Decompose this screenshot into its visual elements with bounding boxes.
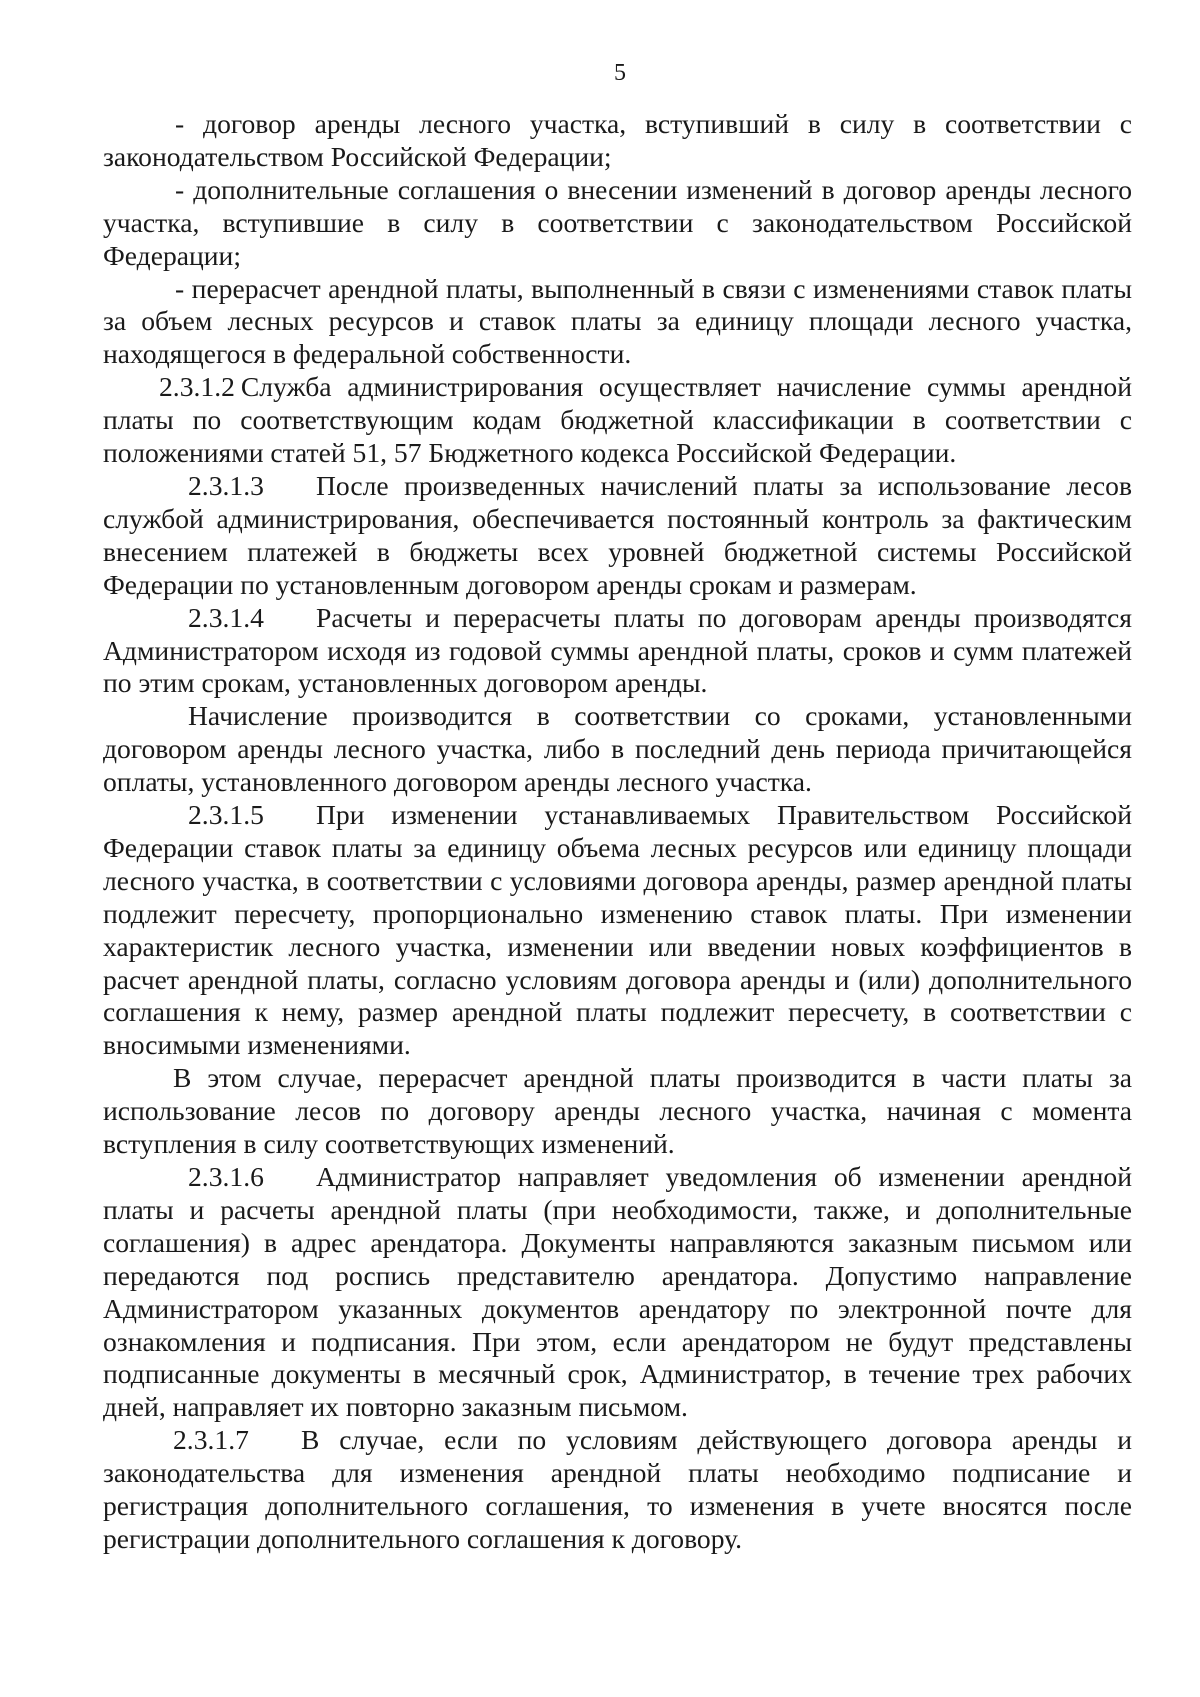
paragraph-text: После произведенных начислений платы за использование лесов службой администрирования, обеспечивается постоянный контроль за фактическим внесением платежей в бюджеты всех уровней бюджетной системы Российской Федерации по установленным договором аренды срокам и размерам. (103, 469, 1132, 600)
paragraph-text: В случае, если по условиям действующего договора аренды и законодательства для изменения арендной платы необходимо подписание и регистрация дополнительного соглашения, то изменения в учете вносятся после регистрации дополнительного соглашения к договору. (103, 1424, 1132, 1554)
page-number: 5 (614, 60, 626, 86)
paragraph-recalculation: - перерасчет арендной платы, выполненный в связи с изменениями ставок платы за объем лесных ресурсов и ставок платы за единицу площади лесного участка, находящегося в федеральной собственности. (103, 272, 1132, 370)
paragraph-2-3-1-4 (103, 602, 1132, 701)
document-body (103, 108, 1132, 1556)
section-number: 2.3.1.2 (159, 371, 235, 403)
section-number: 2.3.1.5 (188, 799, 264, 831)
section-number: 2.3.1.7 (173, 1424, 249, 1456)
paragraph-text: Расчеты и перерасчеты платы по договорам аренды производятся Администратором исходя из годовой суммы арендной платы, сроков и сумм платежей по этим срокам, установленных договором аренды. (103, 601, 1132, 699)
paragraph-2-3-1-6 (103, 1161, 1132, 1424)
paragraph-text: Администратор направляет уведомления об изменении арендной платы и расчеты арендной платы (при необходимости, также, и дополнительные соглашения) в адрес арендатора. Документы направляются заказным письмом или передаются под роспись представителю арендатора. Допустимо направление Администратором указанных документов арендатору по электронной почте для ознакомления и подписания. При этом, если арендатором не будут представлены подписанные документы в месячный срок, Администратор, в течение трех рабочих дней, направляет их повторно заказным письмом. (103, 1161, 1132, 1423)
paragraph-2-3-1-3 (103, 470, 1132, 602)
paragraph-2-3-1-7 (103, 1424, 1132, 1556)
paragraph-2-3-1-2 (103, 371, 1132, 470)
paragraph-2-3-1-5 (103, 799, 1132, 1062)
section-number: 2.3.1.4 (188, 601, 264, 633)
paragraph-text: При изменении устанавливаемых Правительством Российской Федерации ставок платы за единицу объема лесных ресурсов или единицу площади лесного участка, в соответствии с условиями договора аренды, размер арендной платы подлежит пересчету, пропорционально изменению ставок платы. При изменении характеристик лесного участка, изменении или введении новых коэффициентов в расчет арендной платы, согласно условиям договора аренды и (или) дополнительного соглашения к нему, размер арендной платы подлежит пересчету, в соответствии с вносимыми изменениями. (103, 799, 1132, 1061)
paragraph-accrual: Начисление производится в соответствии со сроками, установленными договором аренды лесного участка, либо в последний день периода причитающейся оплаты, установленного договором аренды лесного участка. (103, 700, 1132, 798)
section-number: 2.3.1.3 (188, 469, 264, 501)
section-number: 2.3.1.6 (188, 1161, 264, 1192)
paragraph-text: Служба администрирования осуществляет начисление суммы арендной платы по соответствующим кодам бюджетной классификации в соответствии с положениями статей 51, 57 Бюджетного кодекса Российской Федерации. (103, 371, 1132, 469)
paragraph-in-this-case: В этом случае, перерасчет арендной платы производится в части платы за использование лесов по договору аренды лесного участка, начиная с момента вступления в силу соответствующих изменений. (103, 1062, 1132, 1160)
paragraph-additional-agreements: - дополнительные соглашения о внесении изменений в договор аренды лесного участка, вступившие в силу в соответствии с законодательством Российской Федерации; (103, 173, 1132, 271)
paragraph-lease-agreement: - договор аренды лесного участка, вступивший в силу в соответствии с законодательством Российской Федерации; (103, 108, 1132, 172)
